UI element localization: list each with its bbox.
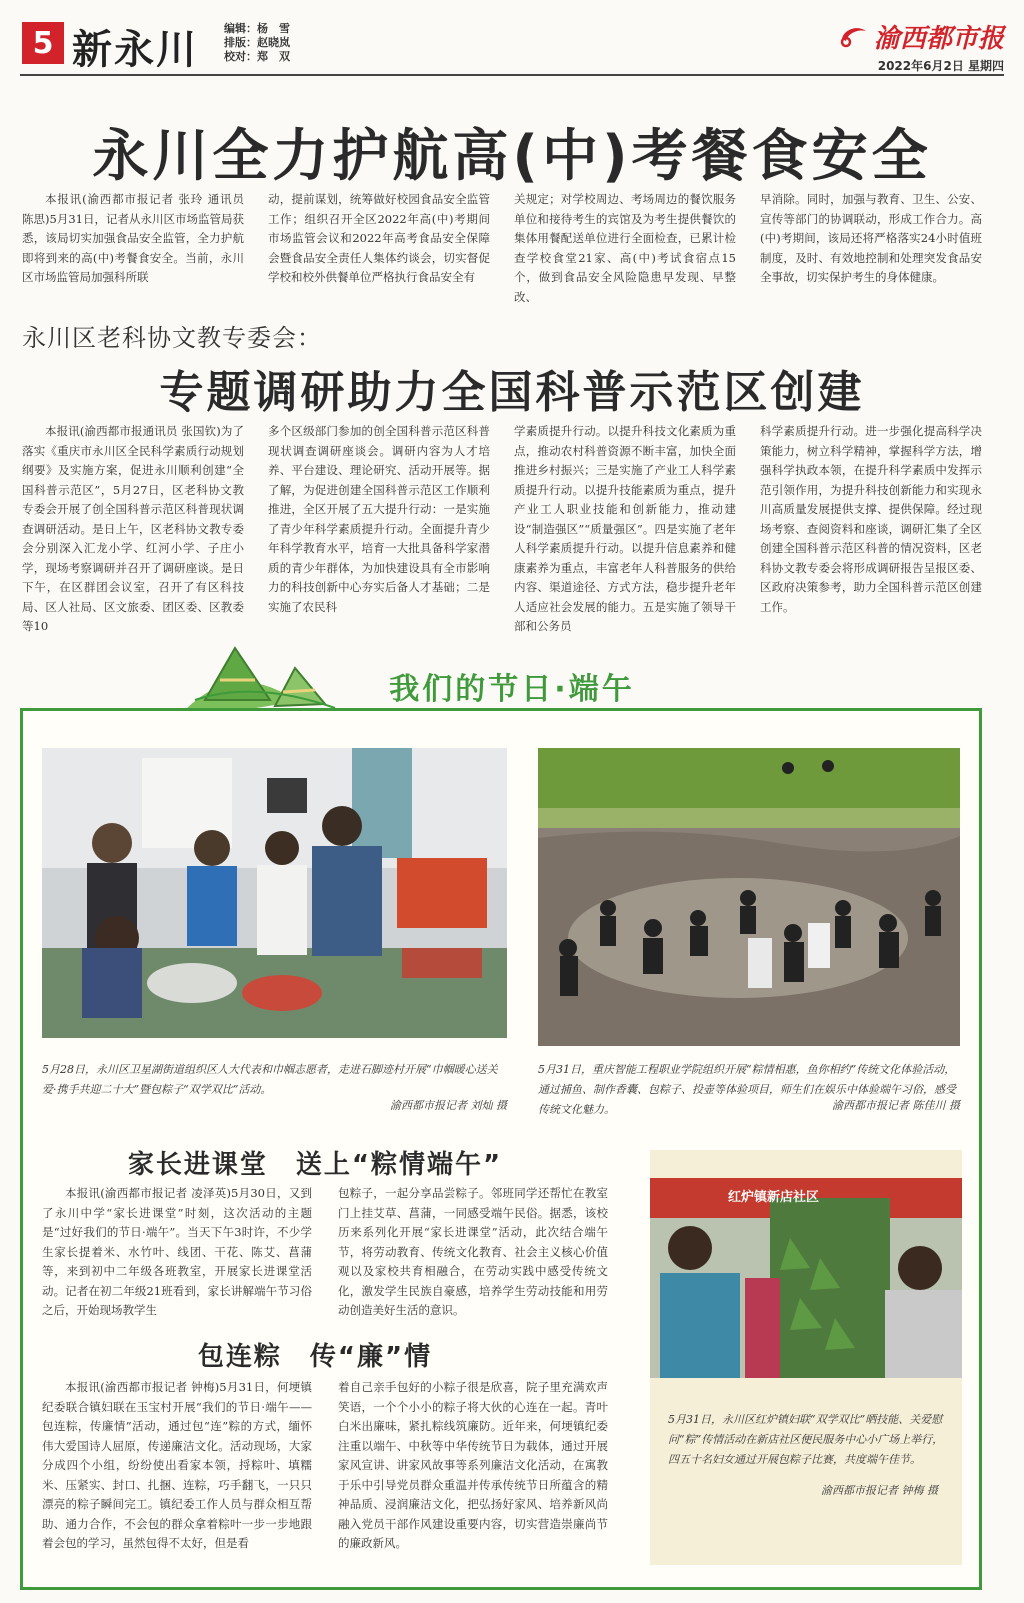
photo1-caption: 5月28日，永川区卫星湖街道组织区人大代表和巾帼志愿者，走进石脚迹村开展“巾帼暖心送关爱·携手共迎二十大”暨包粽子“双学双比”活动。 [42, 1063, 498, 1096]
newspaper-name: 渝西都市报 [873, 24, 1004, 54]
festival-title: 我们的节日·端午 [389, 672, 635, 707]
article2-col-4 [760, 422, 982, 618]
story1-col-2 [338, 1184, 608, 1317]
article1-text-2: 动，提前谋划，统筹做好校园食品安全监管工作；组织召开全区2022年高(中)考期间市场监管会议和2022年高考食品安全保障会暨食品安全责任人集体约谈会，切实督促学校和校外供餐单位严格执行食品安全有 [268, 192, 490, 284]
photo3-banner-text: 红炉镇新店社区 [728, 1190, 820, 1205]
article1-text-1: 本报讯(渝西都市报记者 张玲 通讯员 陈思)5月31日，记者从永川区市场监管局获悉，该局切实加强食品安全监管，全力护航即将到来的高(中)考餐食安全。当前，永川区市场监管局加强科所联 [22, 192, 244, 284]
article2-text-3: 学素质提升行动。以提升科技文化素质为重点，推动农村科普资源不断丰富，加快全面推进乡村振兴；三是实施了产业工人科学素质提升行动。以提升技能素质为重点，提升产业工人职业技能和创新能力，推动建设“制造强区”“质量强区”。四是实施了老年人科学素质提升行动。以提升信息素养和健康素养为重点，丰富老年人科普服务的供给内容、渠道途径、方式方法，稳步提升老年人适应社会发展的能力。五是实施了领导干部和公务员 [514, 424, 736, 633]
page-number: 5 [22, 22, 64, 64]
photo2-caption: 5月31日，重庆智能工程职业学院组织开展“粽情相惠，鱼你相约”传统文化体验活动，通过捕鱼、制作香囊、包粽子、投壶等体验项目，师生们在娱乐中体验端午习俗，感受传统文化魅力。 [538, 1063, 956, 1116]
story1-text-2: 包粽子，一起分享品尝粽子。邻班同学还帮忙在教室门上挂艾草、菖蒲，一同感受端午民俗。据悉，该校历来系列化开展“家长进课堂”活动，此次结合端午节，将劳动教育、传统文化教育、社会主义核心价值观以及家校共育相融合，在劳动实践中感受传统文化，激发学生民族自豪感，培养学生劳动技能和用劳动创造美好生活的意识。 [338, 1186, 608, 1317]
newspaper-brand [838, 18, 1004, 74]
article1-col-4 [760, 190, 982, 284]
article2-text-2: 多个区级部门参加的创全国科普示范区科普现状调查调研座谈会。调研内容为人才培养、平台建设、理论研究、活动开展等。据了解，为促进创建全国科普示范区工作顺利推进，全区开展了五大提升行动：一是实施了青少年科学素质提升行动。全面提升青少年科学教育水平，培育一大批具备科学家潜质的青少年群体，为加快建设具有全市影响力的科技创新中心夯实后备人才基础；二是实施了农民科 [268, 424, 490, 614]
staff-credits [224, 22, 290, 64]
story1-col-1 [42, 1184, 312, 1317]
newspaper-emblem-icon [838, 25, 868, 49]
article2-headline: 专题调研助力全国科普示范区创建 [159, 367, 865, 418]
article2-col-2 [268, 422, 490, 618]
story1-text-1: 本报讯(渝西都市报记者 凌泽英)5月30日，又到了永川中学“家长进课堂”时刻，这次活动的主题是“过好我们的节日·端午”。当天下午3时许，不少学生家长提着米、水竹叶、线团、干花、陈艾、菖蒲等，来到初中二年级各班教室，开展家长进课堂活动。记者在初二年级21班看到，家长讲解端午节习俗之后，开始现场教学生 [42, 1186, 312, 1317]
story2-col-2 [338, 1378, 608, 1574]
article2-kicker: 永川区老科协文教专委会： [22, 324, 322, 352]
article2-col-3 [514, 422, 736, 633]
article1-col-3 [514, 190, 736, 304]
story2-text-1: 本报讯(渝西都市报记者 钟梅)5月31日，何埂镇纪委联合镇妇联在玉宝村开展“我们的节日·端午——包连粽，传廉情”活动，通过包“连”粽的方式，缅怀伟大爱国诗人屈原，传递廉洁文化。活动现场，大家分成四个小组，纷纷使出看家本领，捋粽叶、填糯米、压紧实、封口、扎捆、连粽，巧手翻飞，一只只漂亮的粽子瞬间完工。镇纪委工作人员与群众相互帮助、通力合作，不会包的群众拿着粽叶一步一步地跟着会包的学习，虽然包得不太好，但是看 [42, 1380, 312, 1550]
story2-headline: 包连粽 传“廉”情 [197, 1342, 433, 1372]
story2-text-2: 着自己亲手包好的小粽子很是欣喜，院子里充满欢声笑语，一个个小小的粽子将大伙的心连在一起。青叶白米出廉味，紧扎粽线筑廉防。近年来，何埂镇纪委注重以端午、中秋等中华传统节日为载体，通过开展家风宣讲、讲家风故事等系列廉洁文化活动，在寓教于乐中引导党员群众重温并传承传统节日所蕴含的精神品质、浸润廉洁文化，把弘扬好家风、培养新风尚融入党员干部作风建设重要内容，切实营造崇廉尚节的廉政新风。 [338, 1380, 608, 1550]
photo1-credit: 渝西都市报记者 刘灿 摄 [390, 1099, 507, 1112]
article1-text-4: 早消除。同时，加强与教育、卫生、公安、宣传等部门的协调联动，形成工作合力。高(中)考期间，该局还将严格落实24小时值班制度，及时、有效地控制和处理突发食品安全事故，切实保护考生的身体健康。 [760, 192, 982, 284]
photo-mud-fishing [538, 748, 960, 1046]
article1-col-1 [22, 190, 244, 284]
photo3-credit: 渝西都市报记者 钟梅 摄 [821, 1484, 938, 1497]
story2-col-1 [42, 1378, 312, 1574]
staff-layout: 排版：赵晓岚 [224, 36, 290, 49]
staff-proof: 校对：郑 双 [224, 50, 290, 63]
photo-zongzi-contest [650, 1178, 962, 1378]
issue-date: 2022年6月2日 星期四 [877, 59, 1004, 73]
masthead-rule [20, 74, 1004, 76]
article1-col-2 [268, 190, 490, 284]
photo3-caption: 5月31日，永川区红炉镇妇联“双学双比”晒技能、关爱慰问“粽”传情活动在新店社区便民服务中心小广场上举行，四五十名妇女通过开展包粽子比赛，共度端午佳节。 [668, 1413, 944, 1466]
section-name: 新永川 [72, 26, 198, 73]
article2-text-4: 科学素质提升行动。进一步强化提高科学决策能力，树立科学精神，掌握科学方法，增强科学执政本领，在提升科学素质中发挥示范引领作用，为提升科技创新能力和实现永川高质量发展提供支撑、提供保障。经过现场考察、查阅资料和座谈，调研汇集了全区创建全国科普示范区科普的情况资料，区老科协文教专委会将形成调研报告呈报区委、区政府决策参考，助力全国科普示范区创建工作。 [760, 424, 982, 614]
photo-making-zongzi [42, 748, 507, 1038]
article1-headline: 永川全力护航高(中)考餐食安全 [92, 124, 932, 189]
article1-text-3: 关规定；对学校周边、考场周边的餐饮服务单位和接待考生的宾馆及为考生提供餐饮的集体用餐配送单位进行全面检查，已累计检查学校食堂21家、高(中)考试食宿点15个，做到食品安全风险隐患早发现、早整改、 [514, 192, 736, 304]
article2-text-1: 本报讯(渝西都市报通讯员 张国钦)为了落实《重庆市永川区全民科学素质行动规划纲要》及实施方案，促进永川顺利创建“全国科普示范区”，5月27日，区老科协文教专委会开展了创全国科普示范区科普现状调查调研活动。是日上午，区老科协文教专委会分别深入汇龙小学、红河小学、子庄小学，现场考察调研并召开了调研座谈。是日下午，在区群团会议室，召开了有区科技局、区人社局、区文旅委、团区委、区教委等10 [22, 424, 244, 633]
article2-col-1 [22, 422, 244, 633]
story1-headline: 家长进课堂 送上“粽情端午” [127, 1150, 503, 1180]
newspaper-logo [838, 18, 1004, 55]
staff-editor: 编辑：杨 雪 [224, 22, 290, 35]
photo2-credit: 渝西都市报记者 陈佳川 摄 [832, 1099, 960, 1112]
